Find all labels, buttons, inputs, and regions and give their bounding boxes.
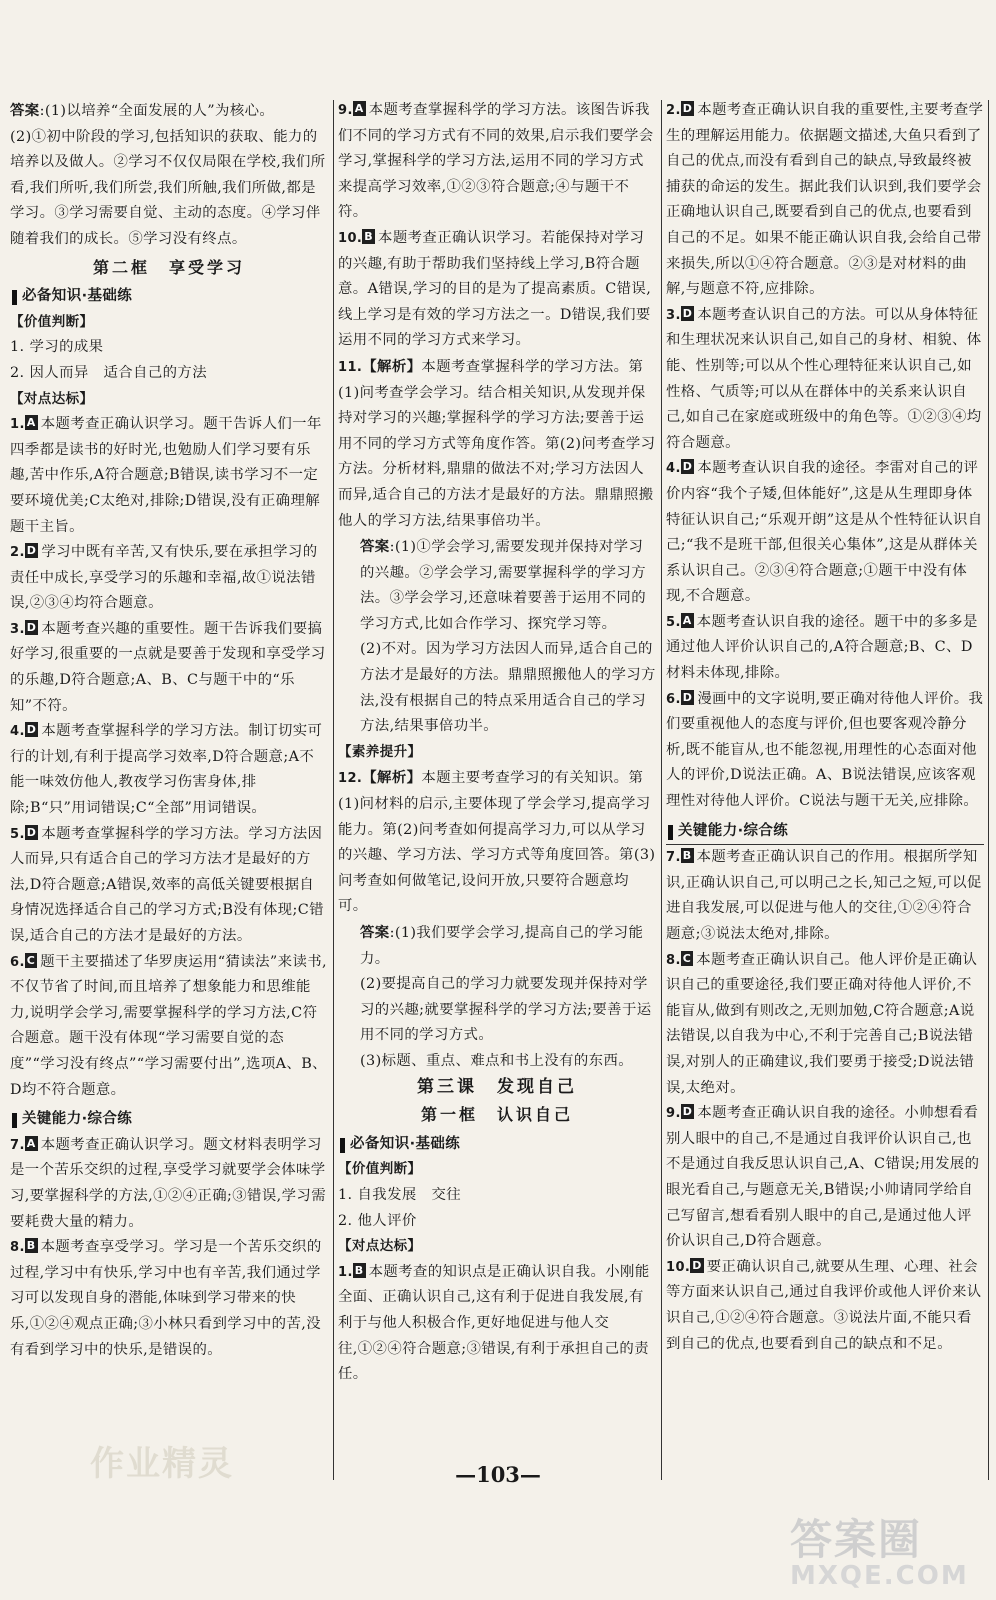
question-number: 3. — [666, 307, 681, 323]
question-number: 1. — [338, 1264, 353, 1280]
question-number: 7. — [10, 1137, 25, 1153]
subsection-label: 【价值判断】 — [338, 1161, 422, 1178]
answer-item — [10, 1235, 328, 1363]
answer-item — [666, 98, 984, 303]
practice-section-title: 必备知识·基础练 — [338, 1132, 656, 1158]
question-number: 5. — [10, 826, 25, 842]
answer-choice-badge: B — [354, 1263, 364, 1277]
answer-explanation: 本题考查兴趣的重要性。题干告诉我们要搞好学习,很重要的一点就是要善于发现和享受学习的乐趣,D符合题意;A、B、C与题干中的“乐知”不符。 — [10, 620, 326, 714]
column-middle — [338, 98, 656, 1388]
watermark-url: MXQE.COM — [790, 1561, 969, 1591]
answer-label: 答案 — [10, 102, 40, 119]
question-number: 11. — [338, 359, 363, 375]
answer-item — [10, 412, 328, 540]
answer-paragraph — [338, 972, 656, 1049]
answer-explanation: 本题考查正确认识自我的途径。小帅想看看别人眼中的自己,不是通过自我评价认识自己,也不是通过自我反思认识自己,A、C错误;用发展的眼光看自己,与题意无关,B错误;小帅请同学给自己写留言,想看看别人眼中的自己,是通过他人评价认识自己,D符合题意。 — [666, 1105, 980, 1250]
answer-item — [338, 1260, 656, 1388]
question-number: 12. — [338, 771, 363, 787]
column-right — [666, 98, 984, 1357]
site-watermark — [790, 1515, 969, 1591]
answer-explanation: 要正确认识自己,就要从生理、心理、社会等方面来认识自己,通过自我评价或他人评价来认识自己,①②④符合题意。③说法片面,不能只看到自己的优点,也要看到自己的缺点和不足。 — [666, 1258, 982, 1352]
column-divider — [333, 100, 334, 1480]
answer-choice-badge: D — [682, 690, 693, 704]
subsection-label: 【对点达标】 — [10, 390, 94, 407]
watermark-logo-text: 答案圈 — [790, 1515, 923, 1564]
answer-explanation: 本题考查认识自我的途径。李雷对自己的评价内容“我个子矮,但体能好”,这是从生理即身体特征认识自己;“乐观开朗”这是从个性特征认识自己;“我不是班干部,但很关心集体”,这是从群体关系认识自己。②③④符合题意;①题干中没有体现,不合题意。 — [666, 460, 983, 605]
answer-explanation: 本题考查正确认识学习。若能保持对学习的兴趣,有助于帮助我们坚持线上学习,B符合题意。A错误,学习的目的是为了提高素质。C错误,线上学习是有效的学习方法之一。D错误,我们要运用不同的学习方式来学习。 — [338, 229, 652, 349]
answer-item — [338, 98, 656, 226]
answer-item — [10, 719, 328, 821]
answer-item — [666, 610, 984, 687]
paragraph-text: (2)①初中阶段的学习,包括知识的获取、能力的培养以及做人。②学习不仅仅局限在学校,我们所看,我们所听,我们所尝,我们所触,我们所做,都是学习。③学习需要自觉、主动的态度。④学习伴随着我们的成长。⑤学习没有终点。 — [10, 128, 326, 247]
question-number: 10. — [338, 230, 363, 246]
answer-explanation: 本题考查掌握科学的学习方法。该图告诉我们不同的学习方式有不同的效果,启示我们要学会学习,掌握科学的学习方法,运用不同的学习方式来提高学习效率,①②③符合题意;④与题干不符。 — [338, 102, 654, 221]
answer-item — [666, 845, 984, 947]
answer-explanation: 漫画中的文字说明,要正确对待他人评价。我们要重视他人的态度与评价,但也要客观冷静分析,既不能盲从,也不能忽视,用理性的心态面对他人的评价,D说法正确。A、B说法错误,应该客观理性对待他人评价。C说法与题干无关,应排除。 — [666, 690, 984, 810]
answer-paragraph — [10, 361, 328, 387]
paragraph-text: 1. 学习的成果 — [10, 339, 104, 356]
answer-choice-badge: D — [682, 1105, 693, 1119]
answer-explanation: 本题考查正确认识学习。题干告诉人们一年四季都是读书的好时光,也勉励人们学习要有乐趣,苦中作乐,A符合题意;B错误,读书学习不一定要环境优美;C太绝对,排除;D错误,没有正确理解题干主旨。 — [10, 416, 322, 535]
answer-item — [666, 948, 984, 1102]
answer-explanation: 本题考查掌握科学的学习方法。学习方法因人而异,只有适合自己的学习方法才是最好的方法,D符合题意;A错误,效率的高低关键要根据自身情况选择适合自己的学习方式;B没有体现;C错误,适合自己的方法才是最好的方法。 — [10, 825, 324, 944]
question-number: 4. — [666, 461, 681, 477]
answer-explanation: 本题考查正确认识自己的作用。根据所学知识,正确认识自己,可以明己之长,知己之短,可以促进自我发展,可以促进与他人的交往,①②④符合题意;③说法太绝对,排除。 — [666, 849, 982, 942]
answer-item — [666, 1255, 984, 1357]
paragraph-text: (2)要提高自己的学习力就要发现并保持对学习的兴趣;就要掌握科学的学习方法;要善于运用不同的学习方式。 — [360, 976, 652, 1044]
answer-choice-badge: C — [26, 953, 36, 967]
answer-choice-badge: A — [354, 102, 364, 115]
answer-item — [10, 822, 328, 950]
practice-section-title: 必备知识·基础练 — [10, 284, 328, 310]
answer-paragraph — [338, 920, 656, 972]
answer-paragraph — [10, 125, 328, 253]
answer-choice-badge: D — [26, 825, 37, 839]
subsection-label: 【素养提升】 — [338, 743, 422, 760]
answer-paragraph — [10, 335, 328, 361]
answer-item — [338, 354, 656, 534]
answer-choice-badge: A — [26, 416, 36, 430]
answer-paragraph — [338, 637, 656, 739]
section-heading: 第一框 认识自己 — [420, 1105, 573, 1125]
paragraph-text: :(1)以培养“全面发展的人”为核心。 — [39, 103, 275, 119]
answer-choice-badge: A — [26, 1136, 36, 1150]
answer-item — [10, 1133, 328, 1235]
question-number: 9. — [338, 103, 353, 118]
answer-explanation: 本题考查正确认识自己。他人评价是正确认识自己的重要途径,我们要正确对待他人评价,不能盲从,做到有则改之,无则加勉,C符合题意;A说法错误,以自我为中心,不利于完善自己;B说法错误,对别人的正确建议,我们要勇于接受;D说法错误,太绝对。 — [666, 951, 978, 1096]
question-number: 4. — [10, 724, 25, 740]
answer-item — [666, 456, 984, 610]
answer-item — [10, 950, 328, 1104]
section-heading: 第二框 享受学习 — [92, 257, 245, 277]
answer-label: 答案 — [360, 924, 390, 941]
answer-choice-badge: D — [26, 544, 37, 558]
practice-section-title: 关键能力·综合练 — [666, 819, 984, 846]
column-divider — [661, 100, 662, 1480]
answer-item — [338, 226, 656, 354]
answer-choice-badge: D — [26, 620, 37, 634]
question-number: 6. — [666, 691, 681, 707]
answer-choice-badge: D — [682, 102, 693, 115]
answer-item — [10, 617, 328, 719]
answer-explanation: 本题考查掌握科学的学习方法。第(1)问考查学会学习。结合相关知识,从发现并保持对学习的兴趣;掌握科学的学习方法;要善于运用不同的学习方式等角度作答。第(2)问考查学习方法。分析材料,鼎鼎的做法不对;学习方法因人而异,适合自己的方法才是最好的方法。鼎鼎照搬他人的学习方法,结果事倍功半。 — [338, 358, 656, 529]
faded-stamp-text: 作业精灵 — [90, 1444, 234, 1484]
answer-choice-badge: B — [26, 1239, 36, 1253]
paragraph-text: (2)不对。因为学习方法因人而异,适合自己的方法才是最好的方法。鼎鼎照搬他人的学习方法,没有根据自己的特点采用适合自己的学习方法,结果事倍功半。 — [360, 641, 656, 735]
answer-paragraph — [338, 1183, 656, 1209]
answer-choice-badge: D — [26, 723, 37, 737]
lesson-heading: 第三课 发现自己 — [417, 1076, 577, 1097]
practice-section-title: 关键能力·综合练 — [10, 1107, 328, 1133]
answer-choice-badge: B — [364, 229, 374, 243]
answer-choice-badge: D — [682, 460, 693, 474]
paragraph-text: 1. 自我发展 交往 — [338, 1186, 462, 1203]
answer-choice-badge: A — [682, 613, 692, 627]
answer-paragraph — [338, 1049, 656, 1075]
answer-explanation: 本题考查认识自己的方法。可以从身体特征和生理状况来认识自己,如自己的身材、相貌、体能、性别等;可以从个性心理特征来认识自己,如性格、气质等;可以从在群体中的关系来认识自己,如自己在家庭或班级中的角色等。①②③④均符合题意。 — [666, 306, 982, 451]
answer-paragraph — [338, 1209, 656, 1235]
answer-explanation: 本题主要考查学习的有关知识。第(1)问材料的启示,主要体现了学会学习,提高学习能力。第(2)问考查如何提高学习力,可以从学习的兴趣、学习方法、学习方式等角度回答。第(3)问考查如何做笔记,设问开放,只要符合题意均可。 — [338, 770, 656, 915]
question-number: 8. — [666, 952, 681, 968]
answer-item — [666, 687, 984, 815]
answer-explanation: 本题考查正确认识自我的重要性,主要考查学生的理解运用能力。依据题文描述,大鱼只看到了自己的优点,而没有看到自己的缺点,导致最终被捕获的命运的发生。据此我们认识到,我们要学会正确地认识自己,既要看到自己的优点,也要看到自己的不足。如果不能正确认识自我,会给自己带来损失,所以①④符合题意。②③是对材料的曲解,与题意不符,应排除。 — [666, 102, 984, 298]
answer-item — [666, 1101, 984, 1255]
question-number: 2. — [10, 545, 25, 561]
paragraph-text: (3)标题、重点、难点和书上没有的东西。 — [360, 1052, 634, 1069]
answer-choice-badge: D — [692, 1258, 702, 1272]
answer-choice-badge: D — [682, 306, 693, 320]
subsection-label: 【对点达标】 — [338, 1238, 422, 1255]
subsection-label: 【价值判断】 — [10, 313, 94, 330]
paragraph-text: :(1)我们要学会学习,提高自己的学习能力。 — [360, 925, 644, 967]
question-number: 6. — [10, 954, 25, 970]
page-number: —103— — [455, 1462, 541, 1487]
paragraph-text: 2. 他人评价 — [338, 1212, 417, 1229]
column-left — [10, 98, 328, 1363]
answer-explanation: 本题考查正确认识学习。题文材料表明学习是一个苦乐交织的过程,享受学习就要学会体味学习,要掌握科学的方法,①②④正确;③错误,学习需要耗费大量的精力。 — [10, 1136, 326, 1230]
question-number: 5. — [666, 614, 681, 630]
answer-explanation: 本题考查享受学习。学习是一个苦乐交织的过程,学习中有快乐,学习中也有辛苦,我们通过学习可以发现自身的潜能,体味到学习带来的快乐,①②④观点正确;③小林只看到学习中的苦,没有看到学习中的快乐,是错误的。 — [10, 1239, 322, 1358]
answer-explanation: 本题考查的知识点是正确认识自我。小刚能全面、正确认识自己,这有利于促进自我发展,有利于与他人积极合作,更好地促进与他人交往,①②④符合题意;③错误,有利于承担自己的责任。 — [338, 1263, 650, 1383]
answer-explanation: 本题考查掌握科学的学习方法。制订切实可行的计划,有利于提高学习效率,D符合题意;A不能一味效仿他人,教夜学习伤害身体,排除;B“只”用词错误;C“全部”用词错误。 — [10, 723, 323, 817]
question-number: 3. — [10, 621, 25, 637]
question-number: 8. — [10, 1240, 25, 1256]
answer-item — [10, 540, 328, 617]
paragraph-text: 2. 因人而异 适合自己的方法 — [10, 364, 207, 381]
answer-explanation: 学习中既有辛苦,又有快乐,要在承担学习的责任中成长,享受学习的乐趣和幸福,故①说法错误,②③④均符合题意。 — [10, 544, 318, 612]
column-divider — [988, 100, 989, 1480]
answer-choice-badge: B — [682, 849, 692, 863]
answer-explanation: 题干主要描述了华罗庚运用“猜读法”来读书,不仅节省了时间,而且培养了想象能力和思维能力,说明学会学习,需要掌握科学的学习方法,C符合题意。题干没有体现“学习需要自觉的态度”“学习没有终点”“学习需要付出”,选项A、B、D均不符合题意。 — [10, 953, 328, 1098]
question-number: 9. — [666, 1106, 681, 1122]
analysis-label: 【解析】 — [362, 769, 422, 787]
question-number: 1. — [10, 417, 25, 433]
question-number: 10. — [666, 1259, 691, 1275]
question-number: 2. — [666, 103, 681, 118]
answer-label: 答案 — [360, 538, 390, 556]
question-number: 7. — [666, 850, 681, 866]
answer-item — [338, 765, 656, 920]
answer-paragraph — [338, 534, 656, 637]
paragraph-text: :(1)①学会学习,需要发现并保持对学习的兴趣。②学会学习,需要掌握科学的学习方法。③学会学习,还意味着要善于运用不同的学习方式,比如合作学习、探究学习等。 — [360, 539, 646, 632]
answer-explanation: 本题考查认识自我的途径。题干中的多多是通过他人评价认识自己的,A符合题意;B、C、D材料未体现,排除。 — [666, 613, 978, 682]
answer-paragraph — [10, 98, 328, 125]
answer-choice-badge: C — [682, 951, 692, 965]
answer-item — [666, 303, 984, 457]
analysis-label: 【解析】 — [362, 357, 422, 375]
